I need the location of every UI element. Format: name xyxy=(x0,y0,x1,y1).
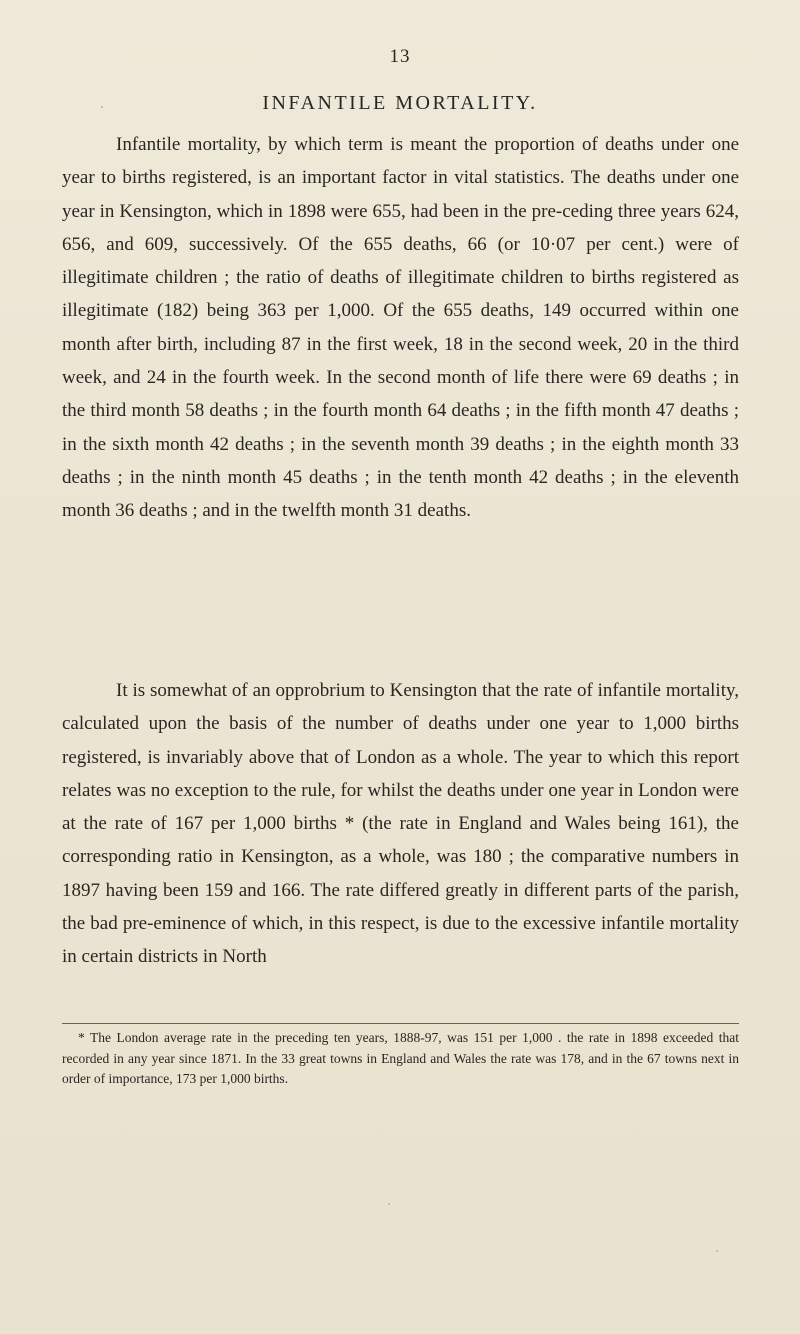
paper-speck xyxy=(101,106,103,108)
footnote-text: * The London average rate in the preceding ten years, 1888-97, was 151 per 1,000 . the rate in 1898 exceeded that recorded in any year since 1871. In the 33 great towns in England and Wales the rate was 178, and in the 67 towns next in order of importance, 173 per 1,000 births. xyxy=(62,1030,739,1086)
page-title: INFANTILE MORTALITY. xyxy=(262,92,538,114)
page-number: 13 xyxy=(389,46,411,67)
footnote-divider xyxy=(62,1023,739,1024)
paper-speck xyxy=(388,1203,390,1205)
footnote xyxy=(62,1028,739,1090)
paragraph-text: It is somewhat of an opprobrium to Kensington that the rate of infantile mortality, calculated upon the basis of the number of deaths under one year to 1,000 births registered, is invariably above that of London as a whole. The year to which this report relates was no exception to the rule, for whilst the deaths under one year in London were at the rate of 167 per 1,000 births * (the rate in England and Wales being 161), the corresponding ratio in Kensington, as a whole, was 180 ; the comparative numbers in 1897 having been 159 and 166. The rate differed greatly in different parts of the parish, the bad pre-eminence of which, in this respect, is due to the excessive infantile mortality in certain districts in North xyxy=(62,680,739,968)
paper-speck xyxy=(716,1250,718,1252)
body-paragraph-2 xyxy=(62,674,739,974)
body-paragraph-1 xyxy=(62,128,739,528)
paragraph-text: Infantile mortality, by which term is meant the proportion of deaths under one year to births registered, is an important factor in vital statistics. The deaths under one year in Kensington, which in 1898 were 655, had been in the pre-ceding three years 624, 656, and 609, successively. Of the 655 deaths, 66 (or 10·07 per cent.) were of illegitimate children ; the ratio of deaths of illegitimate children to births registered as illegitimate (182) being 363 per 1,000. Of the 655 deaths, 149 occurred within one month after birth, including 87 in the first week, 18 in the second week, 20 in the third week, and 24 in the fourth week. In the second month of life there were 69 deaths ; in the third month 58 deaths ; in the fourth month 64 deaths ; in the fifth month 47 deaths ; in the sixth month 42 deaths ; in the seventh month 39 deaths ; in the eighth month 33 deaths ; in the ninth month 45 deaths ; in the tenth month 42 deaths ; in the eleventh month 36 deaths ; and in the twelfth month 31 deaths. xyxy=(62,134,739,522)
